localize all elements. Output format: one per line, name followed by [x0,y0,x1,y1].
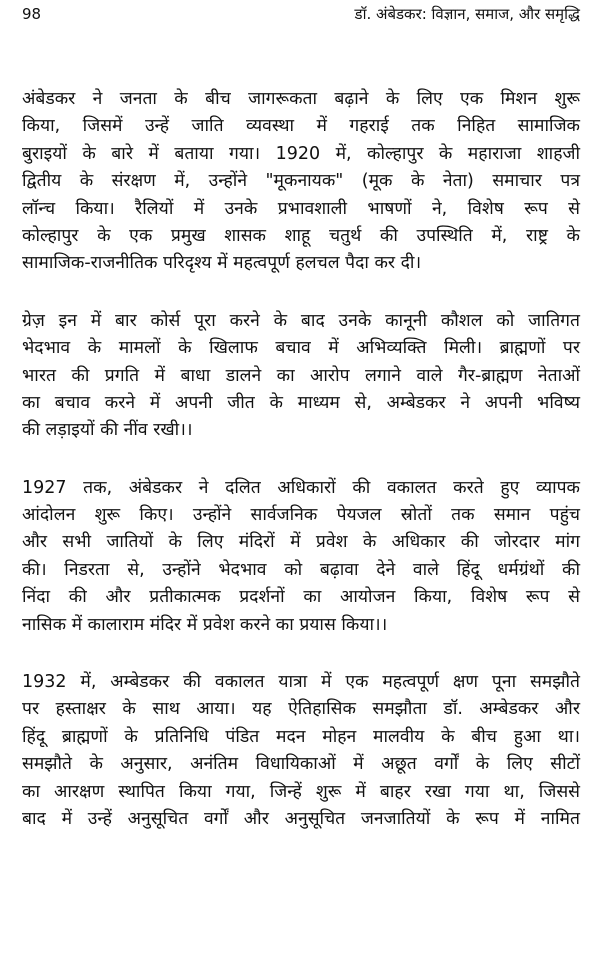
text-line: नासिक में कालाराम मंदिर में प्रवेश करने का प्रयास किया।। [22,614,388,635]
paragraph [22,669,580,833]
text-line: बुराइयों के बारे में बताया गया। 1920 में, कोल्हापुर के महाराजा शाहजी [22,143,580,164]
text-line: की लड़ाइयों की नींव रखी।। [22,420,193,441]
paragraph [22,475,580,639]
text-line: पर हस्ताक्षर के साथ आया। यह ऐतिहासिक समझौता डॉ. अम्बेडकर और [22,699,580,720]
text-line: निंदा की और प्रतीकात्मक प्रदर्शनों का आयोजन किया, विशेष रूप से [22,587,580,608]
text-line: अंबेडकर ने जनता के बीच जागरूकता बढ़ाने के लिए एक मिशन शुरू [22,89,580,109]
paragraph [22,308,580,445]
text-line: ग्रेज़ इन में बार कोर्स पूरा करने के बाद उनके कानूनी कौशल को जातिगत [22,310,580,331]
text-line: 1927 तक, अंबेडकर ने दलित अधिकारों की वकालत करते हुए व्यापक [22,477,580,498]
page-number: 98 [22,5,42,23]
text-line: का बचाव करने में अपनी जीत के माध्यम से, अम्बेडकर ने अपनी भविष्य [22,392,580,413]
text-line: की। निडरता से, उन्होंने भेदभाव को बढ़ावा देने वाले हिंदू धर्मग्रंथों की [22,559,580,580]
text-line: लॉन्च किया। रैलियों में उनके प्रभावशाली भाषणों ने, विशेष रूप से [22,198,580,219]
page-header [22,2,580,26]
text-line: भेदभाव के मामलों के खिलाफ बचाव में अभिव्यक्ति मिली। ब्राह्मणों पर [22,338,580,359]
text-line: द्वितीय के संरक्षण में, उन्होंने "मूकनायक" (मूक के नेता) समाचार पत्र [22,171,580,192]
text-line: का आरक्षण स्थापित किया गया, जिन्हें शुरू में बाहर रखा गया था, जिससे [22,781,580,802]
text-line: हिंदू ब्राह्मणों के प्रतिनिधि पंडित मदन मोहन मालवीय के बीच हुआ था। [22,726,580,747]
text-line: सामाजिक-राजनीतिक परिदृश्य में महत्वपूर्ण हलचल पैदा कर दी। [22,253,422,274]
text-line: बाद में उन्हें अनुसूचित वर्गों और अनुसूचित जनजातियों के रूप में नामित [22,808,580,829]
text-line: और सभी जातियों के लिए मंदिरों में प्रवेश के अधिकार की जोरदार मांग [22,532,580,553]
running-title: डॉ. अंबेडकर: विज्ञान, समाज, और समृद्धि [354,5,580,23]
page-body [22,86,580,863]
text-line: समझौते के अनुसार, अनंतिम विधायिकाओं में अछूत वर्गों के लिए सीटों [22,754,580,775]
text-line: 1932 में, अम्बेडकर की वकालत यात्रा में एक महत्वपूर्ण क्षण पूना समझौते [22,672,580,693]
paragraph [22,86,580,278]
text-line: भारत की प्रगति में बाधा डालने का आरोप लगाने वाले गैर-ब्राह्मण नेताओं [22,365,580,386]
text-line: किया, जिसमें उन्हें जाति व्यवस्था में गहराई तक निहित सामाजिक [22,116,580,137]
text-line: कोल्हापुर के एक प्रमुख शासक शाहू चतुर्थ की उपस्थिति में, राष्ट्र के [22,225,580,246]
text-line: आंदोलन शुरू किए। उन्होंने सार्वजनिक पेयजल स्रोतों तक समान पहुंच [22,505,580,526]
